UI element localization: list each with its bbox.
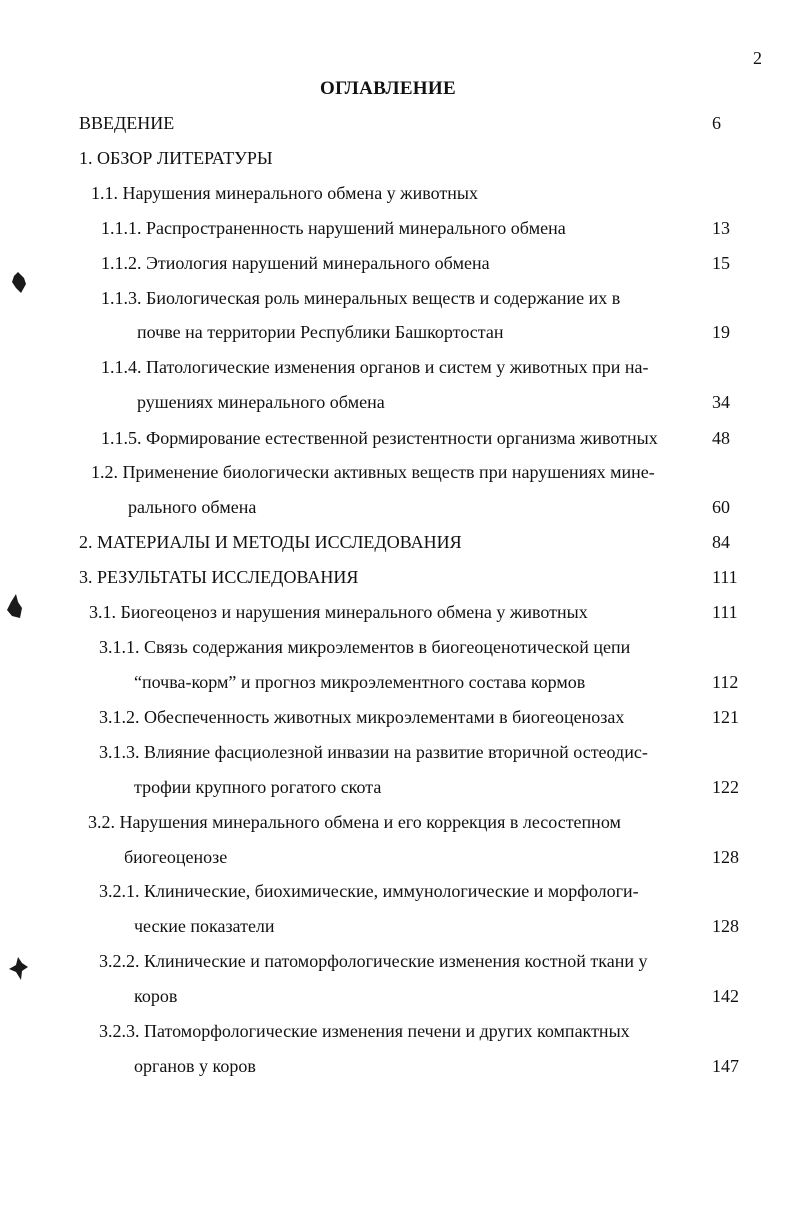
toc-entry-page: 60 (712, 497, 730, 517)
toc-entry-text: 2. МАТЕРИАЛЫ И МЕТОДЫ ИССЛЕДОВАНИЯ (79, 532, 462, 552)
toc-entry-text: 3.1.2. Обеспеченность животных микроэлементами в биогеоценозах (99, 707, 625, 727)
toc-entry-text: 3.2.3. Патоморфологические изменения печени и других компактных (99, 1021, 630, 1041)
toc-entry-text: рушениях минерального обмена (137, 392, 385, 412)
toc-entry-text: 3.1.1. Связь содержания микроэлементов в биогеоценотической цепи (99, 637, 631, 657)
toc-entry-page: 128 (712, 847, 739, 867)
toc-entry-page: 147 (712, 1056, 739, 1076)
toc-entry-text: 1.1.1. Распространенность нарушений минерального обмена (101, 218, 566, 238)
toc-entry-text: 1.2. Применение биологически активных веществ при нарушениях мине- (91, 462, 655, 482)
toc-entry-text: 1.1.5. Формирование естественной резистентности организма животных (101, 428, 658, 448)
toc-entry-text: 1. ОБЗОР ЛИТЕРАТУРЫ (79, 148, 273, 168)
page-number: 2 (753, 48, 762, 68)
toc-entry-text: 1.1.2. Этиология нарушений минерального обмена (101, 253, 490, 273)
toc-entry-text: “почва-корм” и прогноз микроэлементного состава кормов (134, 672, 586, 692)
toc-title: ОГЛАВЛЕНИЕ (320, 78, 456, 99)
scan-blot (10, 272, 28, 294)
toc-entry-page: 48 (712, 428, 730, 448)
scan-blot (8, 957, 30, 981)
toc-entry-text: трофии крупного рогатого скота (134, 777, 382, 797)
toc-entry-text: коров (134, 986, 178, 1006)
toc-entry-text: ческие показатели (134, 916, 275, 936)
toc-entry-page: 111 (712, 602, 738, 622)
toc-entry-page: 19 (712, 322, 730, 342)
toc-entry-text: 1.1. Нарушения минерального обмена у животных (91, 183, 478, 203)
toc-entry-text: органов у коров (134, 1056, 256, 1076)
toc-entry-text: 3.2.1. Клинические, биохимические, иммунологические и морфологи- (99, 881, 639, 901)
toc-entry-page: 121 (712, 707, 739, 727)
toc-entry-text: 1.1.3. Биологическая роль минеральных веществ и содержание их в (101, 288, 621, 308)
toc-entry-text: почве на территории Республики Башкортостан (137, 322, 504, 342)
toc-entry-text: рального обмена (128, 497, 257, 517)
toc-entry-page: 6 (712, 113, 721, 133)
toc-entry-page: 111 (712, 567, 738, 587)
toc-entry-text: ВВЕДЕНИЕ (79, 113, 175, 133)
toc-entry-text: биогеоценозе (124, 847, 228, 867)
toc-entry-page: 142 (712, 986, 739, 1006)
toc-entry-text: 3.1. Биогеоценоз и нарушения минерального обмена у животных (89, 602, 588, 622)
toc-entry-page: 128 (712, 916, 739, 936)
toc-entry-text: 1.1.4. Патологические изменения органов и систем у животных при на- (101, 357, 649, 377)
toc-entry-page: 34 (712, 392, 730, 412)
toc-entry-text: 3.2. Нарушения минерального обмена и его коррекция в лесостепном (88, 812, 621, 832)
toc-entry-page: 15 (712, 253, 730, 273)
toc-entry-text: 3.2.2. Клинические и патоморфологические изменения костной ткани у (99, 951, 648, 971)
toc-entry-text: 3. РЕЗУЛЬТАТЫ ИССЛЕДОВАНИЯ (79, 567, 359, 587)
toc-entry-page: 112 (712, 672, 739, 692)
toc-entry-text: 3.1.3. Влияние фасциолезной инвазии на развитие вторичной остеодис- (99, 742, 648, 762)
toc-entry-page: 122 (712, 777, 739, 797)
toc-entry-page: 13 (712, 218, 730, 238)
toc-entry-page: 84 (712, 532, 730, 552)
scan-blot (6, 594, 24, 620)
